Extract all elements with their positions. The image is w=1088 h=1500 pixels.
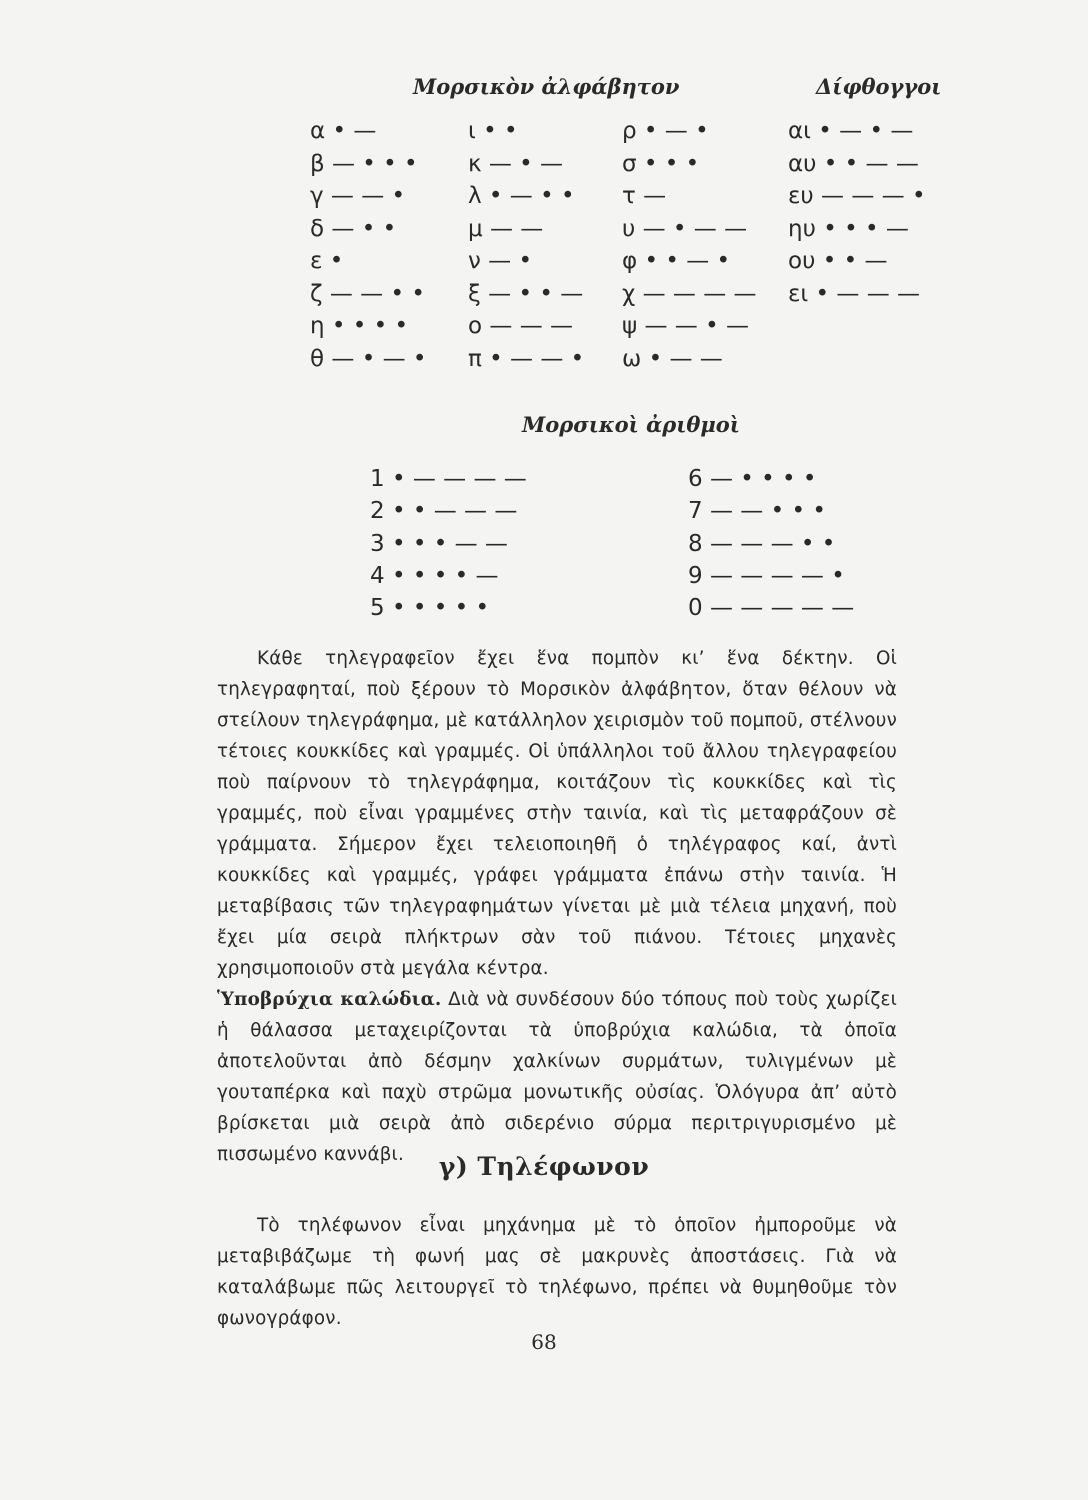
numbers-column-left	[370, 463, 527, 624]
diphthongs-column	[788, 115, 926, 310]
letters-column-3	[622, 115, 757, 375]
morse-code-row: ν — •	[468, 248, 533, 274]
morse-code-row: ξ — • • —	[468, 280, 584, 307]
morse-code-row: ζ — — • •	[310, 280, 425, 307]
morse-code-row: φ • • — •	[622, 248, 731, 274]
diphthongs-heading: Δίφθογγοι	[816, 74, 942, 99]
morse-code-row: υ — • — —	[622, 215, 748, 242]
morse-number-row: 1 • — — — —	[370, 466, 527, 492]
morse-code-row: η • • • •	[310, 313, 409, 339]
morse-code-row: ου • • —	[788, 248, 888, 274]
morse-number-row: 2 • • — — —	[370, 498, 518, 525]
morse-number-row: 0 — — — — —	[688, 595, 855, 622]
morse-code-row: β — • • •	[310, 150, 418, 177]
morse-code-row: γ — — •	[310, 183, 406, 209]
morse-code-row: ο — — —	[468, 313, 574, 339]
morse-number-row: 9 — — — — •	[688, 562, 845, 589]
morse-code-row: α • —	[310, 118, 377, 144]
section-title-telephone: γ) Τηλέφωνον	[438, 1152, 650, 1181]
numbers-column-right	[688, 463, 854, 624]
submarine-cables-paragraph	[217, 984, 897, 1170]
telephone-text	[217, 1210, 897, 1334]
telephone-paragraph: Τὸ τηλέφωνον εἶναι μηχάνημα μὲ τὸ ὁποῖον ἠμποροῦμε νὰ μεταβιβάζωμε τὴ φωνή μας σὲ μακρυνὲς ἀποστάσεις. Γιὰ νὰ καταλάβωμε πῶς λειτουργεῖ τὸ τηλέφωνο, πρέπει νὰ θυμηθοῦμε τὸν φωνογράφον.	[217, 1215, 897, 1329]
morse-code-row: αυ • • — —	[788, 150, 919, 177]
letters-column-1	[310, 115, 426, 375]
morse-code-row: δ — • •	[310, 215, 397, 242]
morse-number-row: 8 — — — • •	[688, 530, 836, 557]
morse-code-row: ει • — — —	[788, 280, 921, 307]
morse-code-row: χ — — — —	[622, 280, 757, 307]
morse-code-row: ι • •	[468, 118, 518, 144]
morse-numbers-heading: Μορσικοὶ ἀριθμοὶ	[522, 412, 740, 437]
morse-number-row: 5 • • • • •	[370, 595, 490, 622]
morse-code-row: ηυ • • • —	[788, 215, 909, 242]
morse-code-row: τ —	[622, 183, 667, 209]
morse-code-row: κ — • —	[468, 150, 564, 177]
morse-number-row: 7 — — • • •	[688, 498, 826, 525]
morse-code-row: ε •	[310, 248, 344, 274]
morse-number-row: 6 — • • • •	[688, 466, 817, 492]
page-number: 68	[531, 1330, 557, 1354]
morse-code-row: θ — • — •	[310, 345, 427, 372]
submarine-cables-lead: Ὑποβρύχια καλώδια.	[217, 989, 442, 1010]
morse-code-row: π • — — •	[468, 345, 585, 372]
morse-code-row: μ — —	[468, 215, 544, 242]
morse-number-row: 4 • • • • —	[370, 562, 499, 589]
telegraph-text	[217, 643, 897, 1170]
morse-alphabet-heading: Μορσικὸν ἀλφάβητον	[413, 74, 680, 99]
morse-code-row: λ • — • •	[468, 183, 575, 209]
morse-code-row: ω • — —	[622, 345, 723, 372]
morse-code-row: ευ — — — •	[788, 183, 926, 209]
letters-column-2	[468, 115, 584, 375]
telegraph-paragraph: Κάθε τηλεγραφεῖον ἔχει ἕνα πομπὸν κι’ ἕνα δέκτην. Οἱ τηλεγραφηταί, ποὺ ξέρουν τὸ Μορσικὸν ἀλφάβητον, ὅταν θέλουν νὰ στείλουν τηλεγράφημα, μὲ κατάλληλον χειρισμὸν τοῦ πομποῦ, στέλνουν τέτοιες κουκκίδες καὶ γραμμές. Οἱ ὑπάλληλοι τοῦ ἄλλου τηλεγραφείου ποὺ παίρνουν τὸ τηλεγράφημα, κοιτάζουν τὶς κουκκίδες καὶ τὶς γραμμές, ποὺ εἶναι γραμμένες στὴν ταινία, καὶ τὶς μεταφράζουν σὲ γράμματα. Σήμερον ἔχει τελειοποιηθῆ ὁ τηλέγραφος καί, ἀντὶ κουκκίδες καὶ γραμμές, γράφει γράμματα ἐπάνω στὴν ταινία. Ἡ μεταβίβασις τῶν τηλεγραφημάτων γίνεται μὲ μιὰ τέλεια μηχανή, ποὺ ἔχει μία σειρὰ πλήκτρων σὰν τοῦ πιάνου. Τέτοιες μηχανὲς χρησιμοποιοῦν στὰ μεγάλα κέντρα.	[217, 648, 897, 979]
morse-number-row: 3 • • • — —	[370, 530, 508, 557]
submarine-cables-body: Διὰ νὰ συνδέσουν δύο τόπους ποὺ τοὺς χωρίζει ἡ θάλασσα μεταχειρίζονται τὰ ὑποβρύχια καλώδια, τὰ ὁποῖα ἀποτελοῦνται ἀπὸ δέσμην χαλκίνων συρμάτων, τυλιγμένων μὲ γουταπέρκα καὶ παχὺ στρῶμα μονωτικῆς οὐσίας. Ὁλόγυρα ἀπ’ αὐτὸ βρίσκεται μιὰ σειρὰ ἀπὸ σιδερένιο σύρμα περιτριγυρισμένο μὲ πισσωμένο καννάβι.	[217, 989, 897, 1165]
morse-code-row: σ • • •	[622, 150, 700, 177]
morse-code-row: ψ — — • —	[622, 313, 749, 339]
morse-code-row: αι • — • —	[788, 118, 914, 144]
morse-code-row: ρ • — •	[622, 118, 709, 144]
